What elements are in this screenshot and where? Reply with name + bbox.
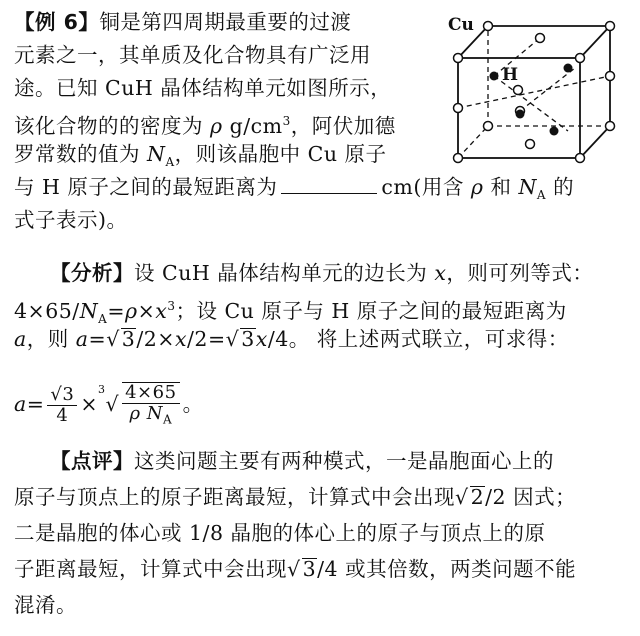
cu-atom — [536, 34, 545, 43]
cu-atom — [454, 54, 463, 63]
example-line-3: 途。已知 CuH 晶体结构单元如图所示， — [14, 76, 392, 100]
example-line-6: 与 H 原子之间的最短距离为 cm(用含 ρ 和 $N_A$ 的 — [14, 175, 575, 203]
cu-atom — [484, 122, 493, 131]
bottom-right-edge — [580, 126, 610, 158]
cu-atom — [606, 72, 615, 81]
example-line-4: 该化合物的的密度为 ρ $g/cm^3$，阿伏加德 — [14, 113, 396, 138]
example-line-7: 式子表示)。 — [14, 208, 128, 232]
comment-line-3: 二是晶胞的体心或 1/8 晶胞的体心上的原子与顶点上的原 — [14, 521, 546, 545]
label-cu: Cu — [448, 15, 474, 35]
analysis-tag: 【分析】 — [50, 261, 134, 285]
cuh-crystal-structure-figure — [448, 6, 630, 170]
hidden-edge — [458, 126, 488, 158]
label-h: H — [502, 65, 519, 85]
fraction-cube-root: $\frac{4\times 65}{\rho N_A}$ — [122, 382, 179, 430]
cu-atom — [526, 140, 535, 149]
answer-blank — [281, 173, 377, 194]
cu-atom — [606, 22, 615, 31]
cu-atom — [454, 104, 463, 113]
fraction-sqrt3-over-4: $\frac{√3}{4}$ — [47, 385, 77, 426]
h-atom — [564, 64, 573, 73]
cu-atom — [606, 122, 615, 131]
cu-atom — [484, 22, 493, 31]
cu-atom — [514, 86, 523, 95]
cu-atom — [454, 154, 463, 163]
h-atom — [550, 127, 559, 136]
analysis-line-1: 【分析】设 CuH 晶体结构单元的边长为 x，则可列等式： — [50, 261, 594, 285]
comment-line-5: 混淆。 — [14, 593, 77, 617]
example-line-1: 【例 6】铜是第四周期最重要的过渡 — [14, 10, 352, 34]
h-atom — [516, 110, 525, 119]
internal-line — [458, 76, 610, 108]
cu-atom — [576, 154, 585, 163]
comment-tag: 【点评】 — [50, 449, 134, 473]
example-line-5: 罗常数的值为 $N_A$，则该晶胞中 Cu 原子 — [14, 142, 387, 170]
example-line-2: 元素之一，其单质及化合物具有广泛用 — [14, 43, 371, 67]
analysis-line-3: a，则 a=√3/2×x/2=√3x/4。 将上述两式联立，可求得： — [14, 327, 569, 351]
top-right-edge — [580, 26, 610, 58]
comment-line-4: 子距离最短，计算式中会出现√3/4 或其倍数，两类问题不能 — [14, 557, 577, 581]
comment-line-1: 【点评】这类问题主要有两种模式，一是晶胞面心上的 — [50, 449, 554, 473]
comment-line-2: 原子与顶点上的原子距离最短，计算式中会出现√2/2 因式； — [14, 485, 577, 509]
analysis-line-2: $4\times 65/N_A=\rho\times x^3$；设 Cu 原子与 H 原子之间的最短距离为 — [14, 298, 567, 326]
example-tag: 【例 6】 — [14, 10, 100, 34]
analysis-line-4: a= $\frac{√3}{4}$ ×$^3$√ $\frac{4\times 65}{\rho N_A}$ 。 — [14, 366, 204, 429]
cu-atom — [576, 54, 585, 63]
h-atom — [490, 72, 499, 81]
